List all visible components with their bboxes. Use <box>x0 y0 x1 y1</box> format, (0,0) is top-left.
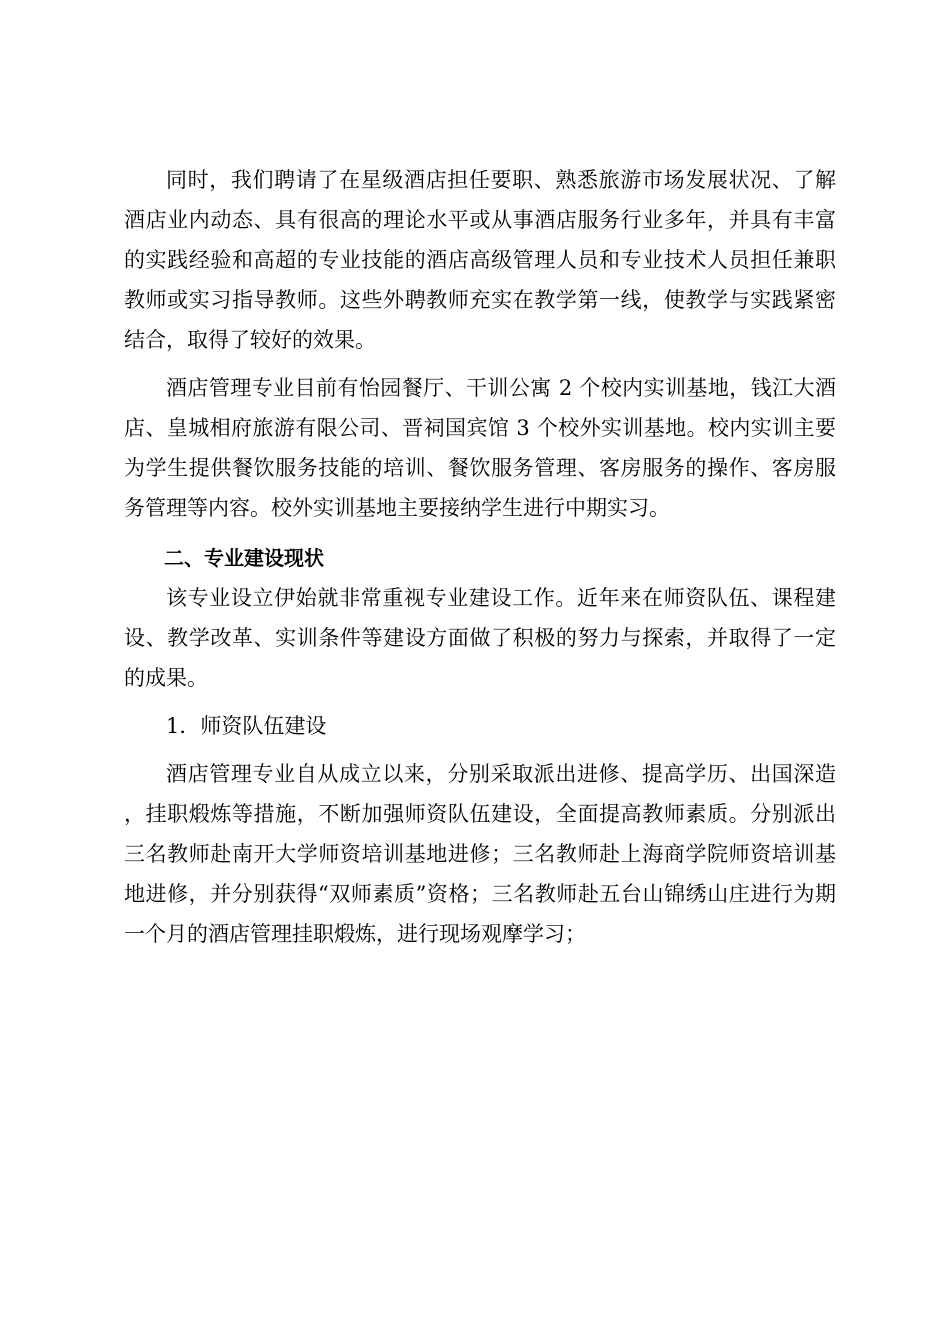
section-heading: 二、专业建设现状 <box>164 546 324 570</box>
subsection-heading: 1．师资队伍建设 <box>166 714 327 738</box>
paragraph-faculty-building: 酒店管理专业自从成立以来，分别采取派出进修、提高学历、出国深造，挂职煅炼等措施，不断加强师资队伍建设，全面提高教师素质。分别派出三名教师赴南开大学师资培训基地进修；三名教师赴上海商学院师资培训基地进修，并分别获得“双师素质”资格；三名教师赴五台山锦绣山庄进行为期一个月的酒店管理挂职煅炼，进行现场观摩学习； <box>124 762 836 946</box>
paragraph-training-bases: 酒店管理专业目前有怡园餐厅、干训公寓 2 个校内实训基地，钱江大酒店、皇城相府旅游有限公司、晋祠国宾馆 3 个校外实训基地。校内实训主要为学生提供餐饮服务技能的培训、餐饮服务管理、客房服务的操作、客房服务管理等内容。校外实训基地主要接纳学生进行中期实习。 <box>124 376 836 520</box>
document-body <box>124 160 836 954</box>
paragraph-part-time-teachers: 同时，我们聘请了在星级酒店担任要职、熟悉旅游市场发展状况、了解酒店业内动态、具有很高的理论水平或从事酒店服务行业多年，并具有丰富的实践经验和高超的专业技能的酒店高级管理人员和专业技术人员担任兼职教师或实习指导教师。这些外聘教师充实在教学第一线，使教学与实践紧密结合，取得了较好的效果。 <box>124 168 836 352</box>
paragraph-construction-status: 该专业设立伊始就非常重视专业建设工作。近年来在师资队伍、课程建设、教学改革、实训条件等建设方面做了积极的努力与探索，并取得了一定的成果。 <box>124 586 836 690</box>
